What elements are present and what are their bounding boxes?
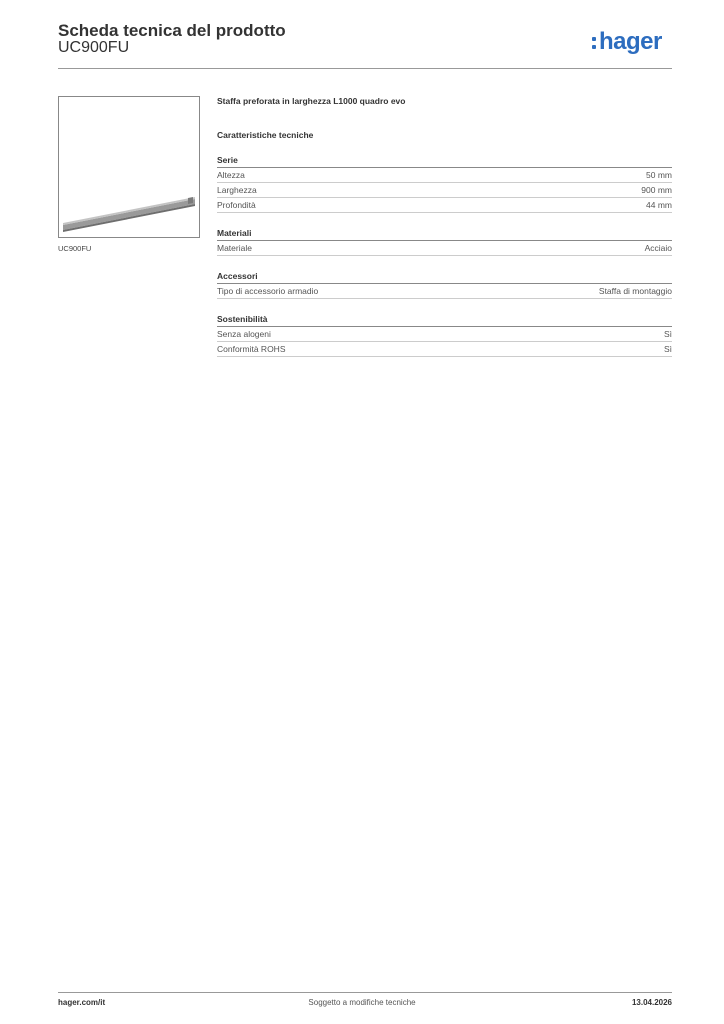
- brand-wordmark: hager: [599, 28, 662, 55]
- logo-dots-icon: [592, 37, 597, 53]
- spec-group-serie: [217, 155, 672, 213]
- spec-row: [217, 327, 672, 342]
- product-code: UC900FU: [58, 39, 130, 56]
- spec-label: Profondità: [217, 200, 256, 210]
- spec-label: Conformità ROHS: [217, 344, 286, 354]
- spec-row: [217, 183, 672, 198]
- header-divider: [58, 68, 672, 69]
- mounting-rail-icon: [59, 97, 199, 237]
- specifications: [217, 96, 672, 357]
- section-heading: Caratteristiche tecniche: [217, 130, 314, 140]
- footer-divider: [58, 992, 672, 993]
- group-title: Materiali: [217, 228, 672, 241]
- spec-label: Senza alogeni: [217, 329, 271, 339]
- document-title: Scheda tecnica del prodotto: [58, 21, 286, 40]
- spec-row: [217, 284, 672, 299]
- spec-row: [217, 342, 672, 357]
- spec-group-accessori: [217, 271, 672, 299]
- spec-label: Materiale: [217, 243, 252, 253]
- spec-value: Acciaio: [644, 243, 672, 253]
- group-title: Sostenibilità: [217, 314, 672, 327]
- spec-row: [217, 198, 672, 213]
- spec-row: [217, 168, 672, 183]
- product-description: Staffa preforata in larghezza L1000 quadro evo: [217, 96, 406, 106]
- spec-label: Altezza: [217, 170, 245, 180]
- spec-value: Sì: [663, 329, 672, 339]
- image-caption: UC900FU: [58, 244, 92, 253]
- spec-value: 900 mm: [641, 185, 672, 195]
- spec-label: Tipo di accessorio armadio: [217, 286, 319, 296]
- spec-row: [217, 241, 672, 256]
- document-date: 13.04.2026: [631, 998, 672, 1007]
- footer-note: Soggetto a modifiche tecniche: [308, 998, 416, 1007]
- product-image: [58, 96, 200, 238]
- spec-group-materiali: [217, 228, 672, 256]
- spec-label: Larghezza: [217, 185, 257, 195]
- spec-value: 44 mm: [646, 200, 672, 210]
- spec-value: Sì: [663, 344, 672, 354]
- brand-logo: [592, 28, 674, 58]
- group-title: Serie: [217, 155, 672, 168]
- group-title: Accessori: [217, 271, 672, 284]
- spec-group-sostenibilita: [217, 314, 672, 357]
- spec-value: Staffa di montaggio: [598, 286, 672, 296]
- website-link[interactable]: hager.com/it: [58, 998, 106, 1007]
- spec-value: 50 mm: [646, 170, 672, 180]
